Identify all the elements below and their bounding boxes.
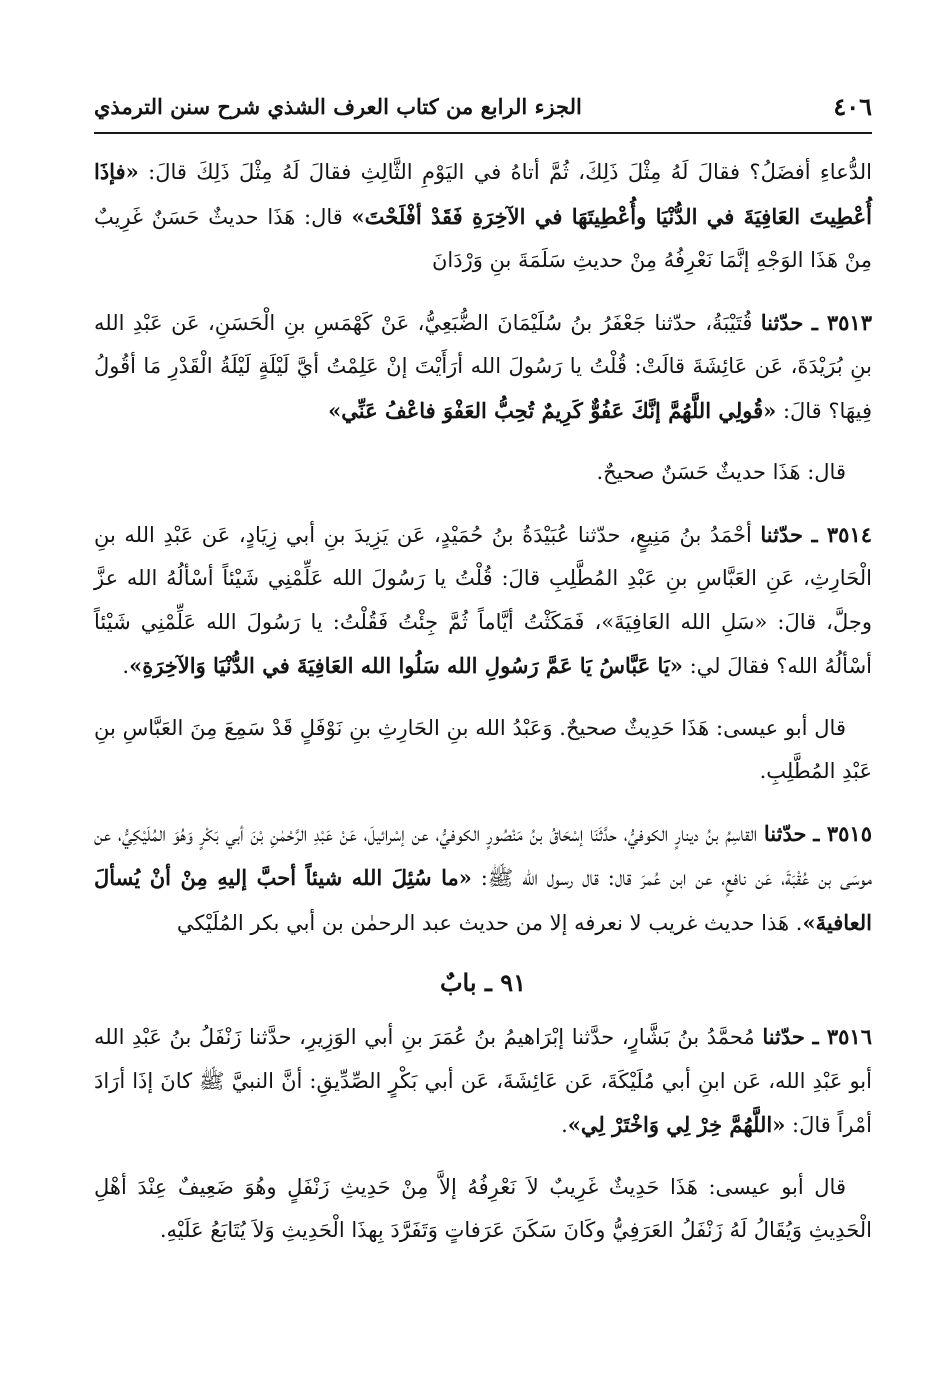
grading-note (94, 1166, 872, 1253)
narration-keyword: حدّثنا (760, 309, 804, 335)
paragraph-text: . (122, 654, 130, 678)
hadith-number: ٣٥١٦ ـ (812, 1024, 872, 1049)
page-body (94, 150, 872, 1271)
prophetic-quote: «قُولِي اللَّهُمَّ إنَّكَ عَفُوٌّ كَرِيمٌ تُحِبُّ العَفْوَ فاعْفُ عَنِّي» (328, 397, 777, 423)
narration-keyword: حدّثنا (763, 820, 807, 846)
hadith-3514 (94, 513, 872, 689)
hadith-number: ٣٥١٤ ـ (811, 521, 873, 547)
paragraph-text: القاسِمُ بنُ دينارٍ الكوفيُّ، حدَّثَنَا إسْحَاقُ بنُ مَنْصُورٍ الكوفيُّ، عن إسْرائيلَ، عَنْ عَبْدِ الرَّحْمٰنِ بْنَ أبي بَكْرٍ وَهُوَ المُلَيْكِيُّ، عن موسَى بن عُقْبَةَ، عَن نافعٍ، عن ابن عُمرَ قال: قال رسول الله ﷺ: (94, 821, 872, 890)
paragraph-text: قال: هَذَا حديثٌ حَسَنٌ صحيحٌ. (596, 460, 846, 484)
page-header (94, 88, 872, 134)
hadith-number: ٣٥١٥ ـ (813, 820, 872, 846)
hadith-3516 (94, 1015, 872, 1148)
hadith-3513 (94, 301, 872, 434)
paragraph-text: مُحمَّدُ بنُ بَشَّارٍ، حدَّثنا إبْرَاهيمُ بنُ عُمَرَ بنِ أبي الوَزِيرِ، حدَّثنا زَنْفَلُ بنُ عَبْدِ الله أبو عَبْدِ الله، عَن ابنِ أبي مُلَيْكَةَ، عَن عَائِشَةَ، عَن أبي بَكْرٍ الصِّدِّيقِ: أنَّ النبيَّ ﷺ كانَ إذَا أرَادَ أمْراً قالَ: (94, 1025, 872, 1137)
narration-keyword: حدّثنا (762, 1024, 805, 1049)
prophetic-quote: «يَا عَبَّاسُ يَا عَمَّ رَسُولِ الله سَلُوا الله العَافِيَةَ في الدُّنْيَا وَالآخِرَةِ» (129, 653, 683, 678)
grading-note (94, 707, 872, 794)
prophetic-quote: «ما سُئِلَ الله شيئاً أحبَّ إليهِ مِنْ أنْ يُسألَ العافيةَ» (94, 865, 872, 935)
hadith-number: ٣٥١٣ ـ (811, 309, 872, 335)
hadith-3515 (94, 812, 872, 946)
prophetic-quote: «اللَّهُمَّ خِرْ لِي وَاخْتَرْ لِي» (567, 1112, 786, 1137)
paragraph-continuation (94, 150, 872, 283)
paragraph-text: قُتَيْبَةُ، حدّثنا جَعْفَرُ بنُ سُلَيْمَانَ الضُّبَعِيُّ، عَنْ كَهْمَسِ بنِ الْحَسَنِ، عَن عَبْدِ الله بنِ بُرَيْدَةَ، عَن عَائِشَةَ قالَتْ: قُلْتُ يا رَسُولَ الله أرَأَيْتَ إنْ عَلِمْتُ أيَّ لَيْلَةٍ لَيْلَةُ الْقَدْرِ مَا أقُولُ فِيهَا؟ قالَ: (94, 310, 872, 423)
grading-note (94, 451, 872, 495)
paragraph-text: أحْمَدُ بنُ مَنِيعٍ، حدّثنا عُبَيْدَةُ بنُ حُمَيْدٍ، عَن يَزِيدَ بنِ أبي زِيَادٍ، عَن عَبْدِ الله بنِ الْحَارِثِ، عَنِ العَبَّاسِ بنِ عَبْدِ المُطَّلِبِ قالَ: قُلْتُ يا رَسُولَ الله عَلِّمْنِي شَيْئاً أسْألُهُ الله عزَّ وجلَّ، قالَ: «سَلِ الله العَافِيَةَ»، فَمَكَثْتُ أيَّاماً ثُمَّ جِئْتُ فَقُلْتُ: يا رَسُولَ الله عَلِّمْنِي شَيْئاً أسْألُهُ الله؟ فقالَ لي: (94, 522, 872, 678)
chapter-heading: ٩١ ـ بابٌ (439, 968, 527, 997)
paragraph-text: . (561, 1113, 568, 1137)
paragraph-text: قال أبو عيسى: هَذَا حَدِيثٌ غَرِيبٌ لاَ نَعْرِفُهُ إلاَّ مِنْ حَدِيثِ زَنْفَلٍ وهُوَ ضَعِيفٌ عِنْدَ أهْلِ الْحَدِيثِ وَيُقَالُ لَهُ زَنْفَلُ العَرَفِيُّ وكَانَ سَكَنَ عَرَفاتٍ وَتَفَرَّدَ بِهذَا الْحَدِيثِ وَلاَ يُتَابَعُ عَلَيْهِ. (94, 1174, 872, 1242)
paragraph-text: الدُّعاءِ أفضَلُ؟ فقالَ لَهُ مِثْلَ ذَلِكَ، ثُمَّ أتاهُ في اليَوْمِ الثَّالِثِ فقالَ لَهُ مِثْلَ ذَلِكَ قالَ: (138, 160, 872, 184)
page-number: ٤٠٦ (833, 92, 872, 121)
running-title: الجزء الرابع من كتاب العرف الشذي شرح سنن الترمذي (94, 94, 582, 119)
prophetic-quote: «فإذَا أُعْطِيتَ العَافِيَةَ في الدُّنْيَا وأُعْطِيتَهَا في الآخِرَةِ فَقَدْ أفْلَحْتَ» (94, 159, 872, 229)
paragraph-text: . هَذا حديث غريب لا نعرفه إلا من حديث عبد الرحمٰن بن أبي بكر المُلَيْكي (176, 910, 803, 935)
paragraph-text: قال أبو عيسى: هَذَا حَدِيثٌ صحيحٌ. وَعَبْدُ الله بنِ الحَارِثِ بنِ نَوْفَلٍ قَدْ سَمِعَ مِنَ العَبَّاسِ بنِ عَبْدِ المُطَّلِبِ. (94, 715, 872, 783)
paragraph-text: قال: هَذَا حديثٌ حَسَنٌ غَرِيبٌ مِنْ هَذَا الوَجْهِ إنَّمَا نَعْرِفُهُ مِنْ حديثِ سَلَمَةَ بنِ وَرْدَانَ (94, 204, 872, 272)
narration-keyword: حدّثنا (760, 521, 803, 547)
